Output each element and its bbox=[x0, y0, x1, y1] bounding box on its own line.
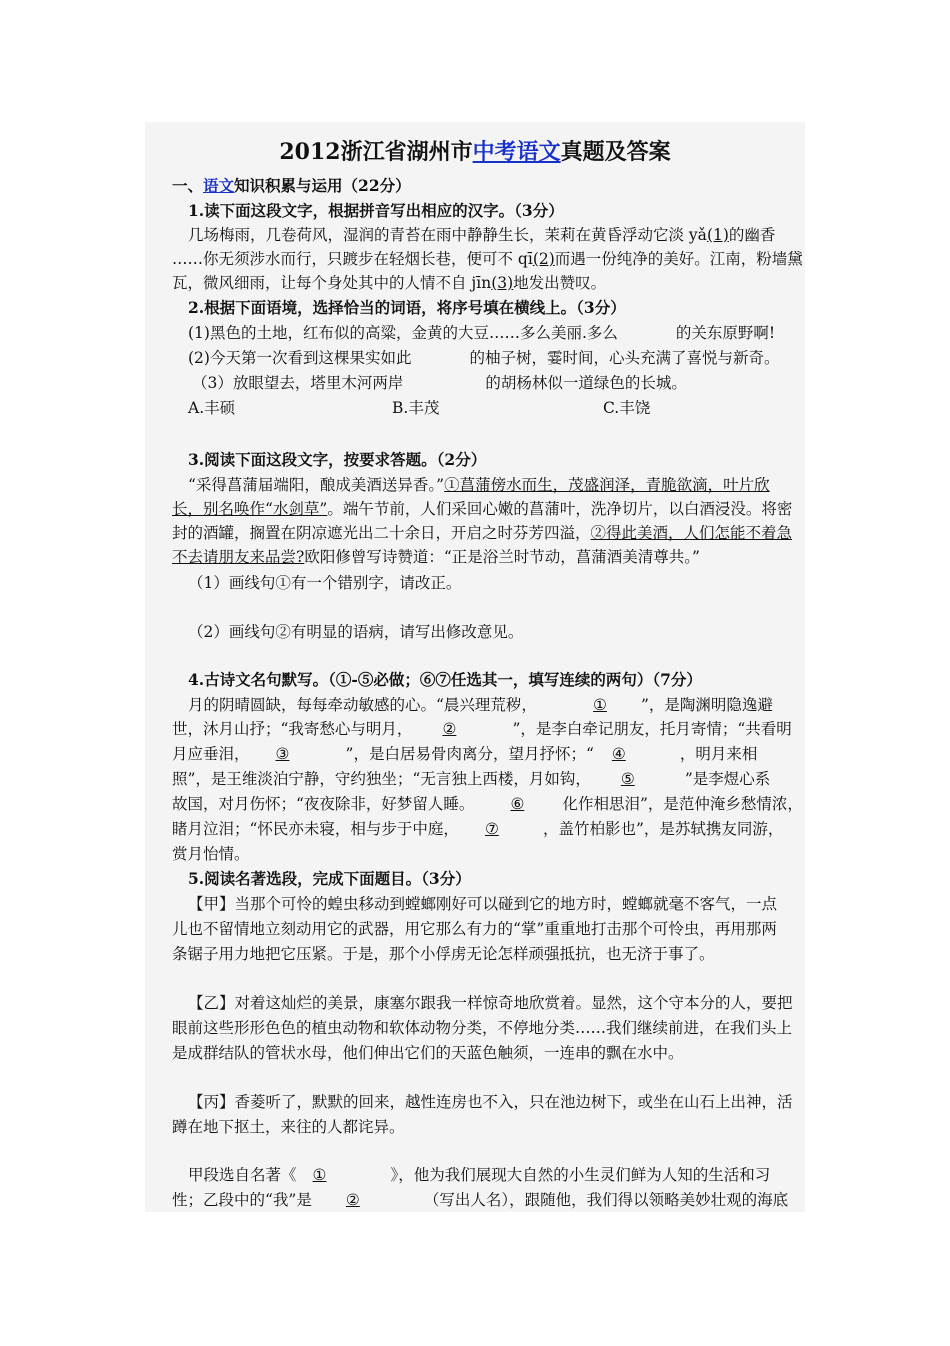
text: 月应垂泪， bbox=[172, 745, 250, 763]
q1-line bbox=[172, 248, 803, 270]
q2-option-line bbox=[192, 372, 687, 394]
blank-marker bbox=[442, 718, 482, 740]
q1-line bbox=[172, 272, 606, 294]
text: 化作相思泪”，是范仲淹乡愁情浓， bbox=[562, 795, 803, 813]
underlined-sentence-2: 不去请朋友来品尝? bbox=[172, 548, 305, 566]
text: ，明月来相 bbox=[679, 745, 758, 763]
excerpt-yi: 眼前这些形形色色的植虫动物和软体动物分类，不停地分类……我们继续前进，在我们头上 bbox=[172, 1019, 793, 1037]
text: 欧阳修曾写诗赞道：“正是浴兰时节动，菖蒲酒美清尊共。” bbox=[304, 548, 700, 566]
text: 封的酒罐，搁置在阴凉遮光出二十余日，开启之时芬芳四溢， bbox=[172, 524, 591, 542]
text: ”，是白居易骨肉离分，望月抒怀；“ bbox=[345, 745, 594, 763]
text: ”，是李白牵记朋友，托月寄情；“共看明 bbox=[512, 720, 792, 738]
blank-marker bbox=[510, 793, 546, 815]
q3-line bbox=[188, 474, 770, 496]
blank-marker bbox=[612, 743, 642, 765]
blank-number: ⑥ bbox=[510, 795, 525, 813]
blank-number: ④ bbox=[611, 745, 626, 763]
section-title: 知识积累与运用（22分） bbox=[234, 176, 411, 195]
text: 几场梅雨，几卷荷风，湿润的青苔在雨中静静生长，茉莉在黄昏浮动它淡 yǎ bbox=[188, 226, 707, 244]
text: 》，他为我们展现大自然的小生灵们鲜为人知的生活和习 bbox=[390, 1166, 771, 1184]
title-prefix: 2012浙江省湖州市 bbox=[279, 139, 473, 165]
blank-marker bbox=[485, 818, 529, 840]
text: 的柚子树，霎时间，心头充满了喜悦与新奇。 bbox=[469, 349, 780, 367]
blank-number: ① bbox=[593, 696, 607, 714]
section-number: 一、 bbox=[172, 176, 204, 195]
text: ，盖竹柏影也”，是苏轼携友同游， bbox=[542, 820, 784, 838]
q4-line bbox=[172, 743, 757, 765]
text: 故国，对月伤怀；“夜夜除非，好梦留人睡。 bbox=[172, 795, 475, 813]
text: ”，是陶渊明隐逸避 bbox=[640, 696, 773, 714]
text: 。端午节前，人们采回心嫩的菖蒲叶，洗净切片，以白酒浸没。将密 bbox=[327, 500, 793, 518]
text: (2)今天第一次看到这棵果实如此 bbox=[188, 349, 412, 367]
text: 的幽香 bbox=[728, 226, 776, 244]
choice-c: C.丰饶 bbox=[603, 399, 651, 417]
text: (1)黑色的土地，红布似的高粱，金黄的大豆……多么美丽.多么 bbox=[188, 324, 618, 342]
q4-line bbox=[172, 718, 792, 740]
blank-number: ⑤ bbox=[620, 770, 635, 788]
blank-marker: (2) bbox=[532, 250, 555, 268]
text: 性；乙段中的“我”是 bbox=[172, 1191, 312, 1209]
text: 照”，是王维淡泊宁静，守约独坐；“无言独上西楼，月如钩， bbox=[172, 770, 591, 788]
text: 而遇一份纯净的美好。江南，粉墙黛 bbox=[554, 250, 803, 268]
q3-line bbox=[172, 498, 792, 520]
text: （写出人名），跟随他，我们得以领略美妙壮观的海底 bbox=[423, 1191, 789, 1209]
text: 的关东原野啊! bbox=[675, 324, 776, 342]
q3-line bbox=[172, 546, 700, 568]
q3-subquestion-2: （2）画线句②有明显的语病，请写出修改意见。 bbox=[188, 623, 524, 641]
q2-option-line bbox=[188, 347, 779, 369]
excerpt-jia: 儿也不留情地立刻动用它的武器，用它那么有力的“掌”重重地打击那个可怜虫，再用那两 bbox=[172, 920, 777, 938]
q1-line bbox=[188, 224, 775, 246]
q4-heading: 4.古诗文名句默写。（①-⑤必做；⑥⑦任选其一，填写连续的两句）（7分） bbox=[188, 670, 702, 689]
blank-marker bbox=[346, 1189, 374, 1211]
excerpt-jia: 条锯子用力地把它压紧。于是，那个小俘虏无论怎样顽强抵抗，也无济于事了。 bbox=[172, 945, 715, 963]
q4-line bbox=[172, 768, 770, 790]
q1-heading: 1.读下面这段文字，根据拼音写出相应的汉字。（3分） bbox=[188, 201, 564, 220]
text: 睹月泣泪；“怀民亦未寝，相与步于中庭， bbox=[172, 820, 459, 838]
blank-marker bbox=[276, 743, 312, 765]
underlined-sentence-2: ②得此美酒，人们怎能不着急 bbox=[590, 524, 793, 542]
text: “采得菖蒲届端阳，酿成美酒送异香。” bbox=[188, 476, 445, 494]
q3-subquestion-1: （1）画线句①有一个错别字，请改正。 bbox=[188, 574, 462, 592]
underlined-sentence-1: 长，别名唤作“水剑草” bbox=[172, 500, 328, 518]
excerpt-bing: 蹲在地下抠土，来往的人都诧异。 bbox=[172, 1118, 405, 1136]
q4-line bbox=[188, 694, 773, 716]
q2-option-line bbox=[188, 322, 775, 344]
blank-marker bbox=[621, 768, 651, 790]
q5-question-line bbox=[172, 1189, 788, 1211]
title-suffix: 真题及答案 bbox=[560, 139, 671, 165]
blank-number: ① bbox=[312, 1166, 327, 1184]
text: 的胡杨林似一道绿色的长城。 bbox=[485, 374, 687, 392]
text: （3）放眼望去，塔里木河两岸 bbox=[192, 374, 404, 392]
excerpt-jia: 【甲】当那个可怜的蝗虫移动到螳螂刚好可以碰到它的地方时，螳螂就毫不客气，一点 bbox=[188, 895, 778, 913]
q5-heading: 5.阅读名著选段，完成下面题目。（3分） bbox=[188, 869, 471, 888]
excerpt-bing: 【丙】香菱听了，默默的回来，越性连房也不入，只在池边树下，或坐在山石上出神，活 bbox=[188, 1093, 793, 1111]
q3-line bbox=[172, 522, 792, 544]
choice-a: A.丰硕 bbox=[188, 399, 236, 417]
blank-number: ③ bbox=[275, 745, 290, 763]
q2-heading: 2.根据下面语境，选择恰当的词语，将序号填在横线上。（3分） bbox=[188, 298, 626, 317]
blank-marker bbox=[313, 1164, 343, 1186]
blank-marker: (1) bbox=[706, 226, 729, 244]
excerpt-yi: 是成群结队的管状水母，他们伸出它们的天蓝色触须，一连串的飘在水中。 bbox=[172, 1044, 684, 1062]
section-link[interactable]: 语文 bbox=[203, 176, 235, 195]
text: 瓦，微风细雨，让每个身处其中的人情不自 jīn bbox=[172, 274, 492, 292]
blank-number: ② bbox=[345, 1191, 360, 1209]
text: ”是李煜心系 bbox=[684, 770, 771, 788]
excerpt-yi: 【乙】对着这灿烂的美景，康塞尔跟我一样惊奇地欣赏着。显然，这个守本分的人，要把 bbox=[188, 994, 793, 1012]
q4-line: 赏月怡情。 bbox=[172, 845, 250, 863]
document-title bbox=[0, 137, 950, 167]
text: 月的阴晴圆缺，每每牵动敏感的心。“晨兴理荒秽， bbox=[188, 696, 537, 714]
blank-marker bbox=[537, 694, 607, 716]
q5-question-line bbox=[188, 1164, 770, 1186]
blank-marker: (3) bbox=[491, 274, 514, 292]
section-heading bbox=[172, 175, 411, 197]
text: 甲段选自名著《 bbox=[188, 1166, 297, 1184]
blank-number: ② bbox=[442, 720, 457, 738]
blank-number: ⑦ bbox=[484, 820, 499, 838]
text: 地发出赞叹。 bbox=[513, 274, 607, 292]
q4-line bbox=[172, 793, 803, 815]
text: ……你无须涉水而行，只踱步在轻烟长巷，便可不 qī bbox=[172, 250, 533, 268]
title-link[interactable]: 中考语文 bbox=[472, 139, 561, 165]
q3-heading: 3.阅读下面这段文字，按要求答题。（2分） bbox=[188, 450, 487, 469]
underlined-sentence-1: ①菖蒲傍水而生，茂盛润泽，青脆欲滴，叶片欣 bbox=[444, 476, 770, 494]
text: 世，沐月山抒；“我寄愁心与明月， bbox=[172, 720, 413, 738]
q4-line bbox=[172, 818, 783, 840]
choice-b: B.丰茂 bbox=[392, 399, 440, 417]
